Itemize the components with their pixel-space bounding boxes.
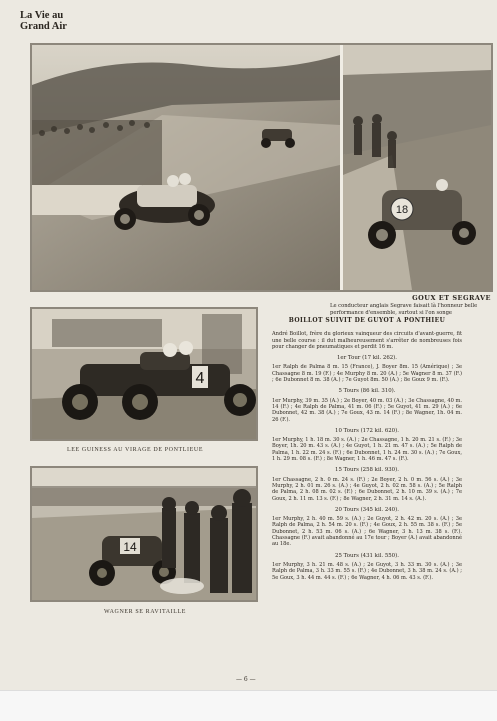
wagner-photo-illustration [32,468,256,600]
section-heading-5: 20 Tours (345 kil. 240). [335,506,399,513]
goux-caption [330,294,495,316]
article-title: BOILLOT SUIVIT DE GUYOT A PONTHIEU [288,317,446,324]
wagner-caption: WAGNER SE RAVITAILLE [104,609,187,615]
masthead-line-2: Grand Air [20,21,67,32]
wagner-photo [30,466,258,602]
guiness-photo [30,307,258,441]
section-text-5: 1er Murphy, 2 h. 40 m. 59 s. (A.) ; 2e Guyot, 2 h. 42 m. 20 s. (A.) ; 3e Ralph de Palma, 2 h. 54 m. 20 s. (F.) ; 4e Goux, 2 h. 55 m. 38 s. (F.) ; 5e Dubonnet, 2 h. 53 m. 06 s. (A.) ; 6e Wagner, 3 h. 13 m. 38 s. (F.). Chassagne (F.) avait abandonné au 17e tour ; Boyer (A.) avait abandonné au 18e. [272,516,462,548]
car-number-4: 4 [195,370,205,387]
article-intro: André Boillot, frère du glorieux vainqueur des circuits d'avant-guerre, fit une belle course : il dut malheureusement s'arrêter de nombreuses fois pour changer de pneumatiques et perdit 16 m. [272,331,462,350]
section-text-6: 1er Murphy, 3 h. 21 m. 48 s. (A.) ; 2e Guyot, 3 h. 33 m. 30 s. (A.) ; 3e Ralph de Palma, 3 h. 33 m. 55 s. (F.) ; 4e Dubonnet, 3 h. 38 m. 24 s. (A.) ; 5e Goux, 3 h. 44 m. 44 s. (F.) ; 6e Wagner, 4 h. 06 m. 43 s. (F.). [272,561,462,581]
section-text-2: 1er Murphy, 39 m. 35 (A.) ; 2e Boyer, 40 m. 03 (A.) ; 3e Chassagne, 40 m. 14 (F.) ; 4e Ralph de Palma, 41 m. 06 (F.) ; 5e Guyot, 41 m. 29 (A.) ; 6e Dubonnet, 42 m. 38 (A.) ; 7e Goux, 43 m. 14 (F.) ; 8e Wagner, 1h. 04 m. 26 (F.). [272,397,462,423]
viewer-footer-strip [0,690,497,721]
top-photo-illustration [32,45,491,290]
section-text-1: 1er Ralph de Palma 8 m. 15 (France), J. Boyer 8m. 15 (Amérique) ; 3e Chassagne 8 m. 19 (F.) ; 4e Murphy 8 m. 20 (A.) ; 5e Wagner 8 m. 37 (F.) ; 6e Dubonnet 8 m. 38 (A.) ; 7e Guyot 8m. 50 (A.) ; 8e Goux 9 m. (F.). [272,364,462,384]
page-number: — 6 — [236,676,256,683]
goux-caption-text: Le conducteur anglais Segrave faisait là l'honneur belle performance d'ensemble, surtout si l'on songe [330,303,478,316]
section-heading-2: 5 Tours (86 kil. 310). [338,388,396,395]
guiness-photo-illustration [32,309,256,439]
section-text-4: 1er Chassagne, 2 h. 0 m. 24 s. (F.) ; 2e Boyer, 2 h. 0 m. 56 s. (A.) ; 3e Murphy, 2 h. 01 m. 26 s. (A.) ; 4e Guyot, 2 h. 02 m. 58 s. (A.) ; 5e Ralph de Palma, 2 h. 08 m. 02 s. (F.) ; 6e Dubonnet, 2 h. 10 m. 39 s. (A.) ; 7e Goux, 2 h. 11 m. 13 s. (F.) ; 8e Wagner, 2 h. 31 m. 14 s. (A.). [272,476,462,502]
section-heading-4: 15 Tours (258 kil. 930). [335,467,399,474]
section-text-3: 1er Murphy, 1 h. 18 m. 30 s. (A.) ; 2e Chassagne, 1 h. 20 m. 21 s. (F.) ; 3e Boyer, 1h. 20 m. 43 s. (A.) ; 4e Guyot, 1 h. 21 m. 47 s. (A.) ; 5e Ralph de Palma, 1 h. 22 m. 24 s. (F.) ; 6e Dubonnet, 1 h. 24 m. 30 s. (A.) ; 7e Goux, 1 h. 29 m. 08 s. (F.) ; 8e Wagner, 1 h. 46 m. 47 s. (F.). [272,437,462,463]
section-heading-6: 25 Tours (431 kil. 550). [335,552,399,559]
section-heading-1: 1er Tour (17 kil. 262). [336,355,398,362]
car-number-14: 14 [123,540,137,554]
goux-caption-title: GOUX ET SEGRAVE [412,294,491,302]
top-photo-spread [30,43,493,292]
article-column [272,318,462,586]
masthead-line-1: La Vie au [20,10,64,21]
guiness-caption: LEE GUINESS AU VIRAGE DE PONTLIEUE [67,447,204,453]
car-number-18: 18 [395,204,409,216]
section-heading-3: 10 Tours (172 kil. 620). [335,427,399,434]
masthead [20,10,67,32]
